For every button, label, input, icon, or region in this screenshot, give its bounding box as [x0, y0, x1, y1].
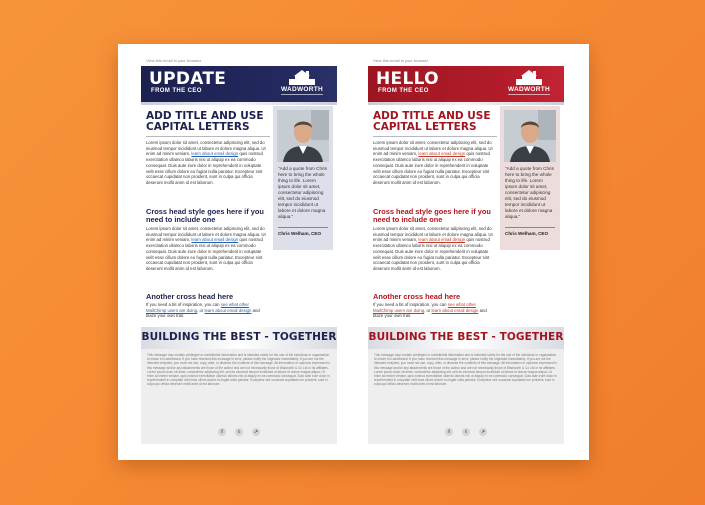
header-banner [141, 66, 337, 102]
body-paragraph-1: Lorem ipsum dolor sit amet, consectetur adipiscing elit, sed do eiusmod tempor incididunt ut labore et dolore magna aliqua. Ut enim ad minim veniam, learn about email design quis nostrud exercitation ullamco laboris nisi ut aliquip ex ea commodo consequat. Duis aute irure dolor in reprehenderit in voluptate velit esse cillum dolore eu fugiat nulla pariatur. Excepteur sint occaecat cupidatat non proident, sunt in culpa qui officia deserunt mollit anim id est laborum. [373, 140, 493, 185]
logo-underline [281, 94, 323, 95]
quote-sidebar [500, 106, 560, 250]
ceo-quote: "Add a quote from Chris here to bring the whole thing to life. Lorem ipsum dolor sit amet, consectetur adipiscing elit, sed do eiusmod tempor incididunt ut labore et dolore magna aliqua." [505, 166, 554, 219]
tagline-band [141, 327, 337, 349]
logo-wordmark: WADWORTH [507, 86, 551, 93]
email-design-link[interactable]: learn about email design [418, 151, 466, 157]
cross-head-2: Another cross head here [146, 292, 234, 301]
email-design-link[interactable]: learn about email design [431, 307, 479, 313]
presentation-sheet [118, 44, 589, 460]
quote-attribution: Chris Welham, CEO [278, 231, 322, 236]
mailchimp-users-link[interactable]: see what other MailChimp users are doing [146, 302, 249, 313]
social-links [368, 428, 564, 436]
ceo-photo [277, 110, 329, 162]
view-in-browser-link[interactable]: View this email in your browser [146, 58, 202, 63]
header-banner [368, 66, 564, 102]
facebook-icon[interactable]: f [445, 428, 453, 436]
tagline-text: BUILDING THE BEST - TOGETHER [141, 331, 337, 343]
email-design-link[interactable]: learn about email design [204, 307, 252, 313]
logo-underline [508, 94, 550, 95]
email-design-link[interactable]: learn about email design [191, 237, 239, 243]
headline-rule [146, 136, 270, 137]
banner-subtitle: FROM THE CEO [151, 88, 202, 94]
email-footer [141, 349, 337, 444]
website-icon[interactable]: ↗ [252, 428, 260, 436]
brewery-icon [502, 69, 556, 86]
view-in-browser-link[interactable]: View this email in your browser [373, 58, 429, 63]
body-paragraph-2: Lorem ipsum dolor sit amet, consectetur adipiscing elit, sed do eiusmod tempor incididunt ut labore et dolore magna aliqua. Ut enim ad minim veniam, learn about email design quis nostrud exercitation ullamco laboris nisi ut aliquip ex ea commodo consequat. Duis aute irure dolor in reprehenderit in voluptate velit esse cillum dolore eu fugiat nulla pariatur. Excepteur sint occaecat cupidatat non proident, sunt in culpa qui officia deserunt mollit anim id est laborum. [373, 226, 493, 271]
cross-head-1: Cross head style goes here if you need to include one [146, 207, 264, 224]
legal-disclaimer: This message may contain privileged or confidential information and is intended solely for the use of the individual or organisation to whom it is addressed. If you have received this message in error, please notify the originator immediately. If you are not the intended recipient, you must not use, copy, alter, or disclose the contents of this message. All information or opinions expressed in this message and/or any attachments are those of the author and are not necessarily those of Wadworth & Co Ltd or its affiliates. Lorem ipsum dolor sit amet, consectetur adipiscing elit, sed do eiusmod tempor incididunt ut labore et dolore magna aliqua. Ut enim ad minim veniam, quis nostrud exercitation ullamco laboris nisi ut aliquip ex ea commodo consequat. Duis aute irure dolor in reprehenderit in voluptate velit esse cillum dolore eu fugiat nulla pariatur. Excepteur sint occaecat cupidatat non proident, sunt in culpa qui officia deserunt mollit anim id est laborum. [374, 353, 557, 387]
tagline-text: BUILDING THE BEST - TOGETHER [368, 331, 564, 343]
wadworth-logo [275, 69, 329, 99]
twitter-icon[interactable]: t [235, 428, 243, 436]
email-footer [368, 349, 564, 444]
brewery-icon [275, 69, 329, 86]
banner-subtitle: FROM THE CEO [378, 88, 429, 94]
wadworth-logo [502, 69, 556, 99]
ceo-quote: "Add a quote from Chris here to bring the whole thing to life. Lorem ipsum dolor sit amet, consectetur adipiscing elit, sed do eiusmod tempor incididunt ut labore et dolore magna aliqua." [278, 166, 327, 219]
email-design-link[interactable]: learn about email design [418, 237, 466, 243]
quote-sidebar [273, 106, 333, 250]
body-paragraph-3: If you need a bit of inspiration, you can see what other MailChimp users are doing, or learn about email design and blaze your own trail. [146, 302, 260, 319]
email-body [368, 105, 564, 327]
logo-wordmark: WADWORTH [280, 86, 324, 93]
body-paragraph-1: Lorem ipsum dolor sit amet, consectetur adipiscing elit, sed do eiusmod tempor incididunt ut labore et dolore magna aliqua. Ut enim ad minim veniam, learn about email design quis nostrud exercitation ullamco laboris nisi ut aliquip ex ea commodo consequat. Duis aute irure dolor in reprehenderit in voluptate velit esse cillum dolore eu fugiat nulla pariatur. Excepteur sint occaecat cupidatat non proident, sunt in culpa qui officia deserunt mollit anim id est laborum. [146, 140, 266, 185]
main-headline: ADD TITLE AND USE CAPITAL LETTERS [373, 110, 491, 133]
quote-attribution: Chris Welham, CEO [505, 231, 549, 236]
website-icon[interactable]: ↗ [479, 428, 487, 436]
banner-title: HELLO [376, 69, 439, 89]
banner-title: UPDATE [149, 69, 227, 89]
tagline-band [368, 327, 564, 349]
legal-disclaimer: This message may contain privileged or confidential information and is intended solely for the use of the individual or organisation to whom it is addressed. If you have received this message in error, please notify the originator immediately. If you are not the intended recipient, you must not use, copy, alter, or disclose the contents of this message. All information or opinions expressed in this message and/or any attachments are those of the author and are not necessarily those of Wadworth & Co Ltd or its affiliates. Lorem ipsum dolor sit amet, consectetur adipiscing elit, sed do eiusmod tempor incididunt ut labore et dolore magna aliqua. Ut enim ad minim veniam, quis nostrud exercitation ullamco laboris nisi ut aliquip ex ea commodo consequat. Duis aute irure dolor in reprehenderit in voluptate velit esse cillum dolore eu fugiat nulla pariatur. Excepteur sint occaecat cupidatat non proident, sunt in culpa qui officia deserunt mollit anim id est laborum. [147, 353, 330, 387]
mailchimp-users-link[interactable]: see what other MailChimp users are doing [373, 302, 476, 313]
social-links [141, 428, 337, 436]
body-paragraph-2: Lorem ipsum dolor sit amet, consectetur adipiscing elit, sed do eiusmod tempor incididunt ut labore et dolore magna aliqua. Ut enim ad minim veniam, learn about email design quis nostrud exercitation ullamco laboris nisi ut aliquip ex ea commodo consequat. Duis aute irure dolor in reprehenderit in voluptate velit esse cillum dolore eu fugiat nulla pariatur. Excepteur sint occaecat cupidatat non proident, sunt in culpa qui officia deserunt mollit anim id est laborum. [146, 226, 266, 271]
email-design-link[interactable]: learn about email design [191, 151, 239, 157]
twitter-icon[interactable]: t [462, 428, 470, 436]
main-headline: ADD TITLE AND USE CAPITAL LETTERS [146, 110, 264, 133]
ceo-photo [504, 110, 556, 162]
quote-divider [278, 227, 328, 228]
body-paragraph-3: If you need a bit of inspiration, you can see what other MailChimp users are doing, or learn about email design and blaze your own trail. [373, 302, 487, 319]
quote-divider [505, 227, 555, 228]
cross-head-1: Cross head style goes here if you need to include one [373, 207, 491, 224]
headline-rule [373, 136, 497, 137]
email-mockup-hello [368, 58, 564, 448]
facebook-icon[interactable]: f [218, 428, 226, 436]
email-body [141, 105, 337, 327]
email-mockup-update [141, 58, 337, 448]
cross-head-2: Another cross head here [373, 292, 461, 301]
